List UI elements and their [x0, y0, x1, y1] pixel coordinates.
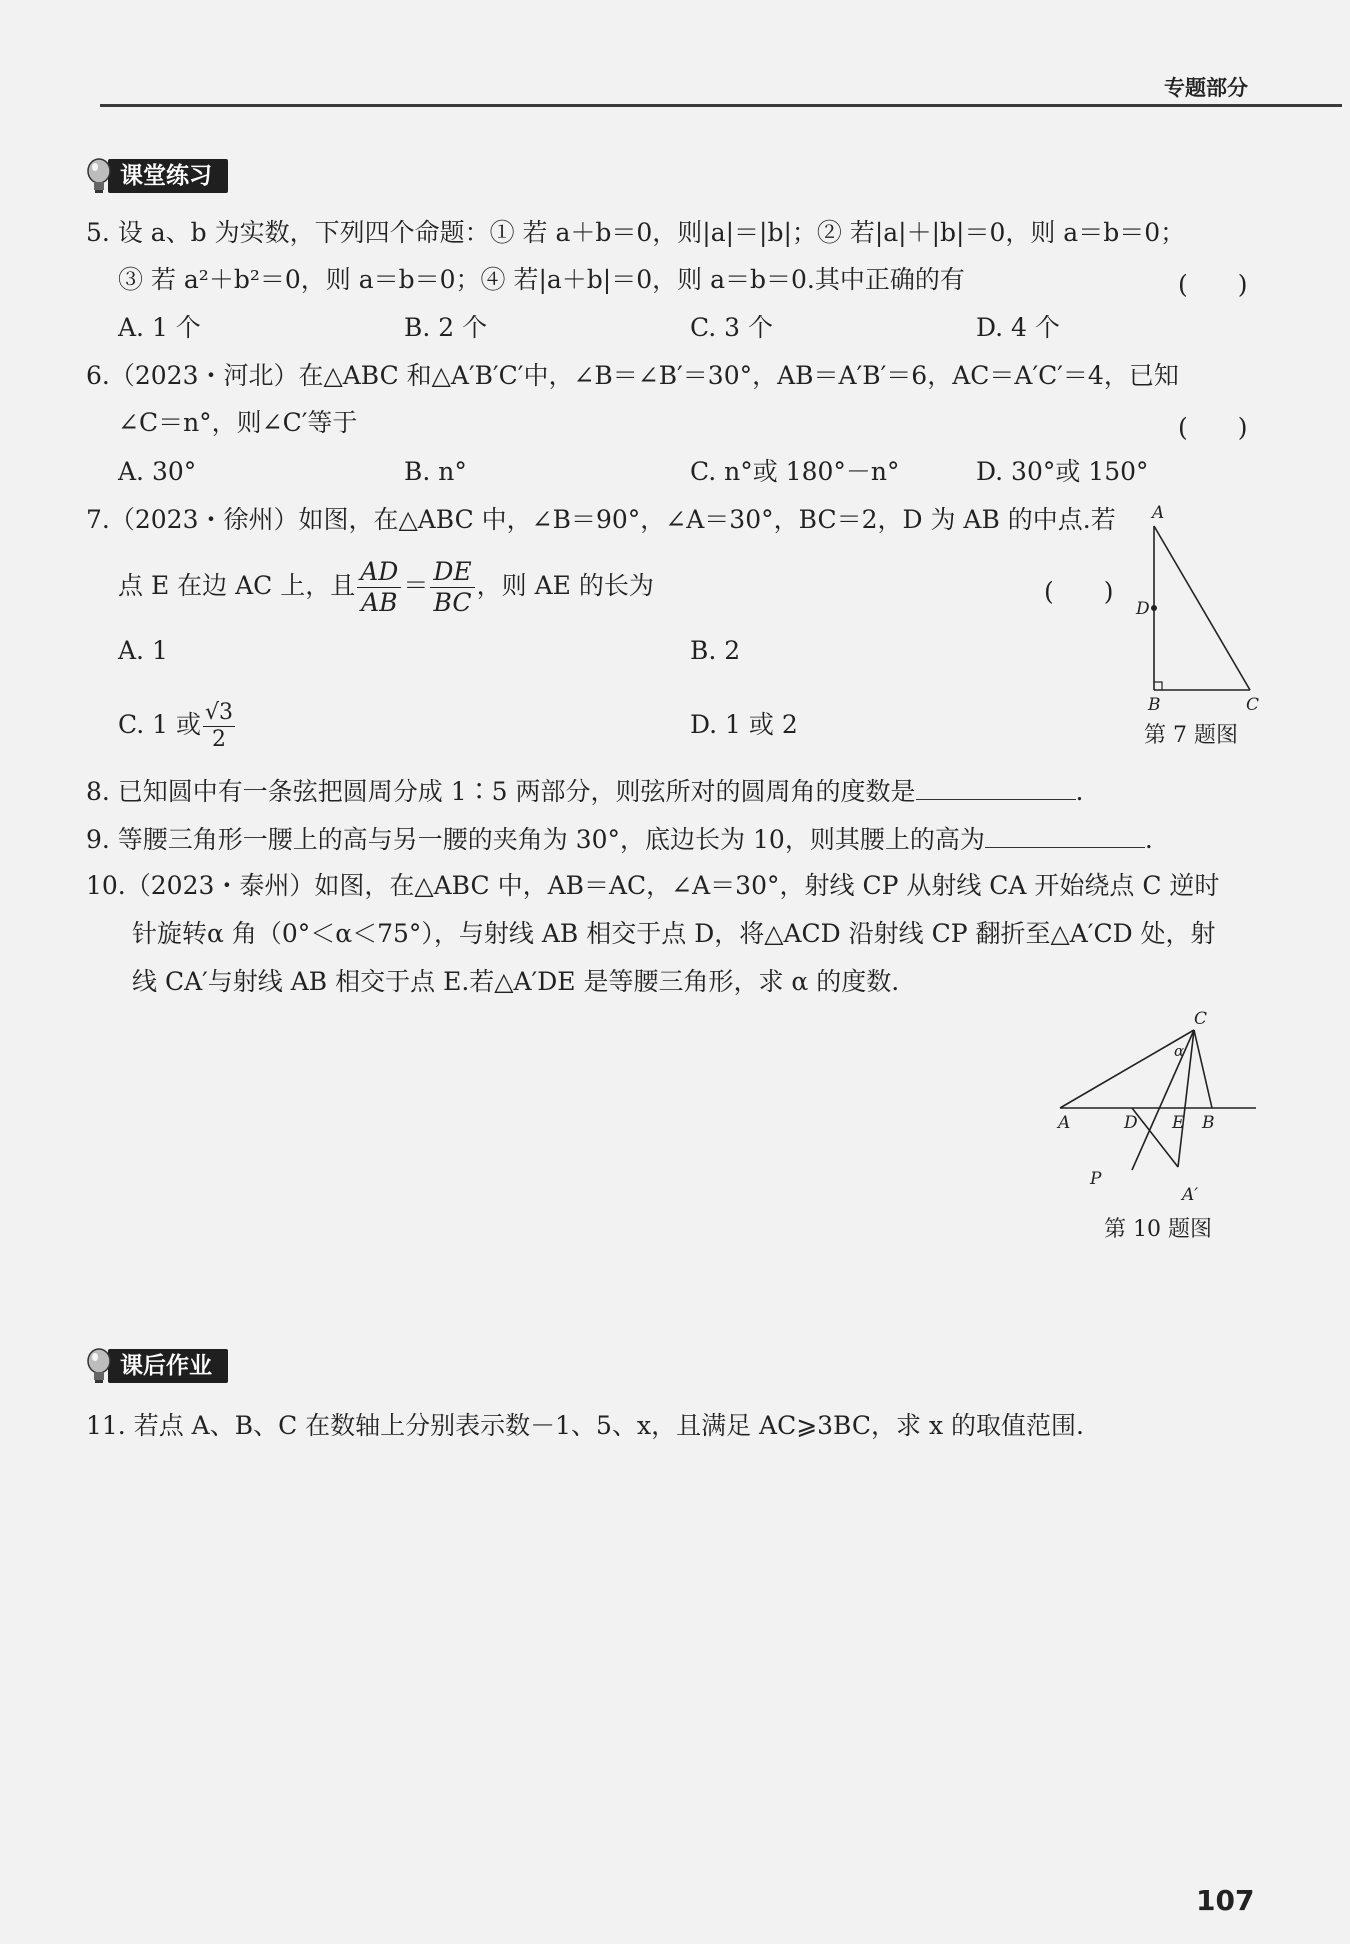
q7-right-angle-mark	[1154, 682, 1162, 690]
q7-fraction-de-bc	[430, 557, 474, 618]
q9-text	[86, 821, 1153, 857]
q11-text: 11. 若点 A、B、C 在数轴上分别表示数－1、5、x，且满足 AC⩾3BC，求 x 的取值范围.	[86, 1411, 1084, 1440]
q7-figure-caption: 第 7 题图	[1144, 723, 1238, 748]
page-number: 107	[1196, 1884, 1255, 1917]
q6-line1: 6.（2023・河北）在△ABC 和△A′B′C′中，∠B＝∠B′＝30°，AB＝A′B′＝6，AC＝A′C′＝4，已知	[86, 361, 1179, 390]
q7-figure	[1118, 500, 1268, 715]
q7-equals: ＝	[403, 571, 429, 600]
q7-option-c	[118, 700, 235, 753]
q7-label-b: B	[1148, 695, 1161, 715]
q7-frac2-denominator: BC	[433, 588, 472, 617]
q8-period: .	[1075, 777, 1084, 806]
q7-label-a: A	[1152, 503, 1165, 523]
q7-point-d	[1151, 605, 1157, 611]
q5-line1: 5. 设 a、b 为实数，下列四个命题：① 若 a＋b＝0，则|a|＝|b|；② 若|a|＋|b|＝0，则 a＝b＝0；	[86, 218, 1186, 247]
header-rule	[100, 104, 1342, 107]
q10-label-p: P	[1090, 1169, 1102, 1189]
q7-option-c-fraction	[203, 700, 235, 753]
q6-option-c: C. n°或 180°－n°	[690, 457, 900, 486]
q10-label-b: B	[1202, 1113, 1215, 1133]
lightbulb-icon	[84, 1346, 114, 1386]
q7-option-a: A. 1	[118, 636, 168, 665]
q8-question: 8. 已知圆中有一条弦把圆周分成 1∶5 两部分，则弦所对的圆周角的度数是	[86, 777, 916, 806]
q9-question: 9. 等腰三角形一腰上的高与另一腰的夹角为 30°，底边长为 10，则其腰上的高为	[86, 825, 985, 854]
q10-label-a: A	[1058, 1113, 1071, 1133]
q7-line1: 7.（2023・徐州）如图，在△ABC 中，∠B＝90°，∠A＝30°，BC＝2，D 为 AB 的中点.若	[86, 505, 1116, 534]
q10-figure-caption: 第 10 题图	[1104, 1217, 1212, 1242]
q6-option-a: A. 30°	[118, 457, 197, 486]
q7-line2	[118, 556, 654, 618]
q7-option-c-denominator: 2	[211, 727, 226, 752]
q7-frac2-numerator: DE	[430, 557, 474, 588]
homework-label: 课后作业	[108, 1349, 228, 1383]
q10-line2: 针旋转α 角（0°＜α＜75°），与射线 AB 相交于点 D，将△ACD 沿射线 CP 翻折至△A′CD 处，射	[132, 919, 1216, 948]
q7-option-c-pre: C. 1 或	[118, 710, 201, 739]
q7-option-d: D. 1 或 2	[690, 710, 798, 739]
lightbulb-icon	[84, 156, 114, 196]
q10-figure	[1050, 1010, 1270, 1220]
q9-answer-blank	[985, 821, 1145, 848]
q7-label-d: D	[1136, 599, 1150, 619]
q6-option-b: B. n°	[404, 457, 467, 486]
q7-side-ac	[1154, 526, 1250, 690]
q7-frac1-denominator: AB	[361, 588, 398, 617]
q10-line1: 10.（2023・泰州）如图，在△ABC 中，AB＝AC，∠A＝30°，射线 CP 从射线 CA 开始绕点 C 逆时	[86, 871, 1220, 900]
q10-side-cb	[1194, 1030, 1212, 1108]
q7-line2-post: ，则 AE 的长为	[476, 571, 654, 600]
q5-answer-paren: ( )	[1178, 270, 1248, 299]
classwork-badge	[84, 156, 228, 196]
q7-option-c-numerator: √3	[204, 700, 233, 725]
q5-option-a: A. 1 个	[118, 313, 201, 342]
q10-label-alpha: α	[1174, 1042, 1185, 1060]
q7-line2-pre: 点 E 在边 AC 上，且	[118, 571, 356, 600]
q7-label-c: C	[1246, 695, 1260, 715]
q8-text	[86, 773, 1083, 809]
q5-option-b: B. 2 个	[404, 313, 488, 342]
q5-option-c: C. 3 个	[690, 313, 773, 342]
q6-answer-paren: ( )	[1178, 413, 1248, 442]
q6-line2: ∠C＝n°，则∠C′等于	[118, 408, 358, 437]
classwork-label: 课堂练习	[108, 159, 228, 193]
q10-line3: 线 CA′与射线 AB 相交于点 E.若△A′DE 是等腰三角形，求 α 的度数.	[132, 967, 900, 996]
q5-line2: ③ 若 a²＋b²＝0，则 a＝b＝0；④ 若|a＋b|＝0，则 a＝b＝0.其中正确的有	[118, 265, 965, 294]
homework-badge	[84, 1346, 228, 1386]
q10-label-a-prime: A′	[1182, 1185, 1199, 1205]
q7-answer-paren: ( )	[1044, 577, 1114, 606]
q10-label-e: E	[1172, 1113, 1185, 1133]
q8-answer-blank	[916, 773, 1076, 800]
q7-fraction-ad-ab	[357, 557, 401, 618]
q10-label-c: C	[1194, 1010, 1208, 1029]
q10-label-d: D	[1124, 1113, 1138, 1133]
q7-option-b: B. 2	[690, 636, 741, 665]
q9-period: .	[1144, 825, 1153, 854]
q7-frac1-numerator: AD	[357, 557, 401, 588]
header-title: 专题部分	[1164, 76, 1248, 100]
q5-option-d: D. 4 个	[976, 313, 1060, 342]
q6-option-d: D. 30°或 150°	[976, 457, 1149, 486]
